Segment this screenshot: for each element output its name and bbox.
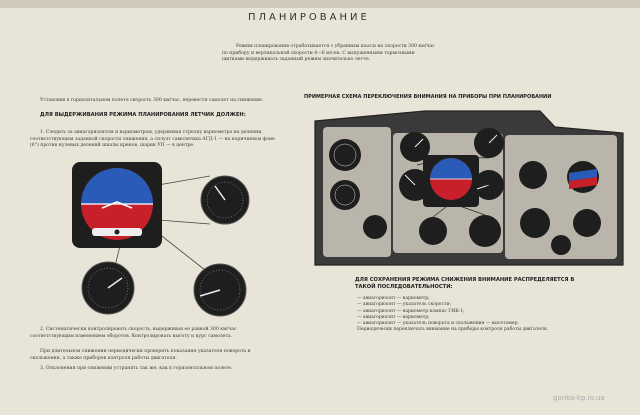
- panel-left-gauge-1: [329, 139, 361, 171]
- instrument-panel-diagram: [305, 105, 625, 275]
- previous-page-strip: [0, 0, 640, 8]
- panel-compass-gauge: [469, 215, 501, 247]
- list-item: — авиагоризонт — вариометр-компас ГИК-1;: [357, 308, 465, 314]
- list-item: — авиагоризонт — вариометр;: [357, 314, 430, 320]
- panel-engine-gauge-1: [520, 208, 550, 238]
- page-title: ПЛАНИРОВАНИЕ: [248, 12, 370, 23]
- panel-engine-gauge-2: [573, 209, 601, 237]
- engine-note: Периодически переключать внимание на приборы контроля работы двигателя.: [357, 327, 549, 332]
- panel-altimeter-gauge: [474, 128, 504, 158]
- left-heading: ДЛЯ ВЫДЕРЖИВАНИЯ РЕЖИМА ПЛАНИРОВАНИЯ ЛЕТЧИК ДОЛЖЕН:: [40, 112, 246, 118]
- step-0-text: Установив в горизонтальном полете скорость 300 км/час, перевести самолет на снижение.: [40, 98, 264, 103]
- list-item: — авиагоризонт — вариометр;: [357, 296, 430, 301]
- step-3-text: При длительном снижении периодически проверять показания указателя поворота и скольжения, а также приборов контроля работы двигателя.: [30, 349, 251, 361]
- variometer-gauge: [194, 264, 246, 316]
- altimeter-gauge: [82, 262, 134, 314]
- airspeed-indicator-gauge: [201, 176, 249, 224]
- list-item: — авиагоризонт — указатель скорости;: [357, 302, 452, 308]
- panel-engine-gauge-3: [551, 235, 571, 255]
- attitude-indicator-gauge: [72, 162, 162, 248]
- panel-left-gauge-2: [330, 180, 360, 210]
- attention-sequence-list: [357, 296, 617, 327]
- panel-attitude-indicator: [423, 155, 479, 207]
- attention-heading: ДЛЯ СОХРАНЕНИЯ РЕЖИМА СНИЖЕНИЯ ВНИМАНИЕ РАСПРЕДЕЛЯЕТСЯ В ТАКОЙ ПОСЛЕДОВАТЕЛЬНОСТИ:: [355, 277, 575, 290]
- left-instrument-figure: [60, 158, 290, 328]
- step-2-text: 2. Систематически контролировать скорость, выдерживая ее равной 300 км/час соответствующим изменением оборотов. Контролировать высоту и курс самолета.: [30, 327, 237, 339]
- list-item: — авиагоризонт — указатель поворота и скольжения — высотомер.: [357, 321, 519, 327]
- step-4-text: 3. Отклонения при снижении устранять так же, как в горизонтальном полете.: [40, 366, 233, 371]
- watermark: gonka-kр.io.ua: [553, 394, 605, 402]
- panel-flag-indicator: [567, 161, 599, 193]
- panel-small-gauge-1: [363, 215, 387, 239]
- step-1-text: 1. Следить за авиагоризонтом и вариометром, удерживая стрелку вариометра на делении, соответствующем заданной скорости снижения, а силуэт самолетика АГД-1 — на коричневом фоне (6°) против нулевых делений шкалы кренов, шарик УП — в центре.: [30, 130, 275, 148]
- intro-paragraph: Режим планирования отрабатывается с убранным шасси на скорости 300 км/час по прибору и вертикальной скорости 4—6 м/сек. С выпущенными тормозными щитками выдерживать заданный режим значительно легче.: [222, 44, 435, 63]
- diagram-heading: ПРИМЕРНАЯ СХЕМА ПЕРЕКЛЮЧЕНИЯ ВНИМАНИЯ НА ПРИБОРЫ ПРИ ПЛАНИРОВАНИИ: [304, 94, 552, 100]
- panel-small-gauge-2: [519, 161, 547, 189]
- panel-turn-indicator: [419, 217, 447, 245]
